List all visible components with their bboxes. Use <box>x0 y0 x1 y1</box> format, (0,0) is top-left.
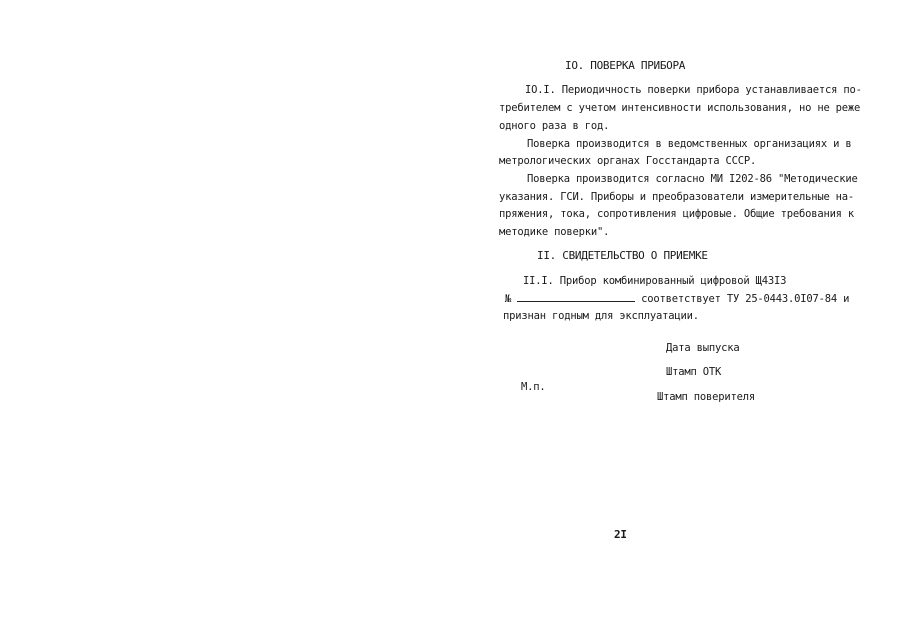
paragraph-10-3-line-2: указания. ГСИ. Приборы и преобразователи измерительные на- <box>499 191 855 203</box>
seal-place-label: М.п. <box>521 381 546 393</box>
paragraph-10-1-line-2: требителем с учетом интенсивности использования, но не реже <box>499 102 861 114</box>
paragraph-10-2-line-1: Поверка производится в ведомственных организациях и в <box>527 138 852 150</box>
paragraph-10-1-line-3: одного раза в год. <box>499 120 610 132</box>
paragraph-11-1-line-3: признан годным для эксплуатации. <box>503 310 699 322</box>
paragraph-10-3-line-3: пряжения, тока, сопротивления цифровые. Общие требования к <box>499 208 855 220</box>
number-sign: № <box>505 293 512 305</box>
paragraph-10-3-line-1: Поверка производится согласно МИ I202-86 "Методические <box>527 173 858 185</box>
serial-number-blank <box>517 292 635 302</box>
section-10-heading: IO. ПОВЕРКА ПРИБОРА <box>565 59 686 72</box>
otk-stamp-label: Штамп ОТК <box>666 366 722 378</box>
section-11-heading: II. СВИДЕТЕЛЬСТВО О ПРИЕМКЕ <box>537 249 708 262</box>
conformity-text: соответствует ТУ 25-0443.0I07-84 и <box>641 293 850 305</box>
verifier-stamp-label: Штамп поверителя <box>657 391 755 403</box>
paragraph-10-1-line-1: IO.I. Периодичность поверки прибора устанавливается по- <box>525 84 862 96</box>
paragraph-11-1-line-2 <box>505 292 849 306</box>
paragraph-11-1-line-1: II.I. Прибор комбинированный цифровой Щ43I3 <box>523 275 787 287</box>
paragraph-10-3-line-4: методике поверки". <box>499 226 610 238</box>
paragraph-10-2-line-2: метрологических органах Госстандарта СССР. <box>499 155 757 167</box>
release-date-label: Дата выпуска <box>666 342 740 354</box>
page-number: 2I <box>614 528 627 541</box>
